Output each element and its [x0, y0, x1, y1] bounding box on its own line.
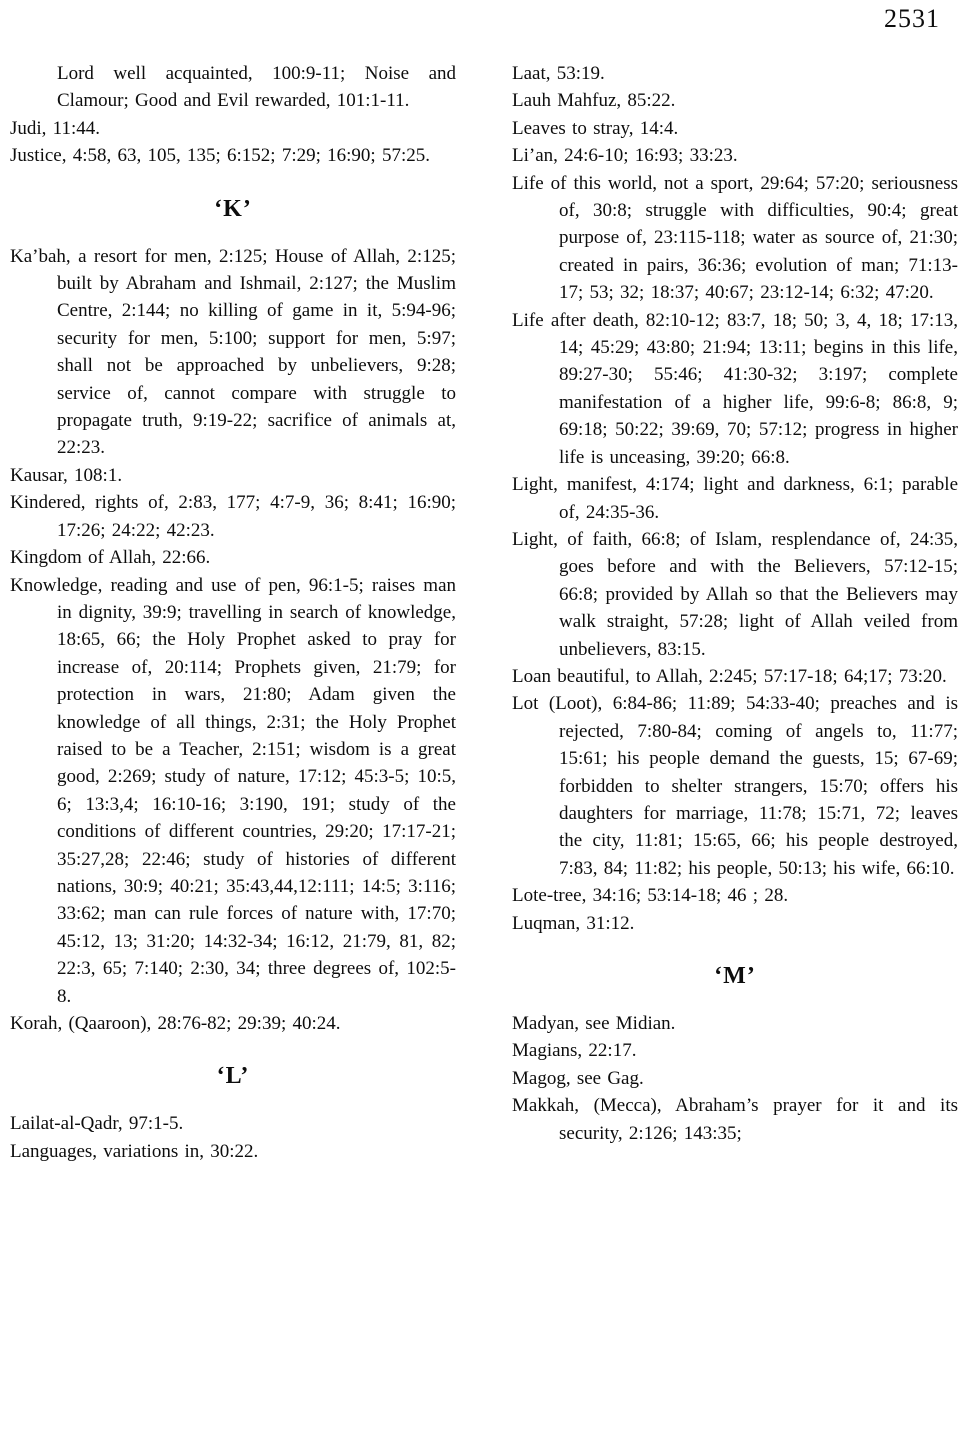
index-entry: Magog, see Gag.: [512, 1067, 644, 1089]
index-entry: Leaves to stray, 14:4.: [512, 117, 679, 139]
index-entry-continuation: Lord well acquainted, 100:9-11; Noise and Clamour; Good and Evil rewarded, 101:1-11.: [57, 63, 456, 112]
index-entry: Makkah, (Mecca), Abraham’s prayer for it and its security, 2:126; 143:35;: [512, 1095, 958, 1144]
index-entry: Justice, 4:58, 63, 105, 135; 6:152; 7:29; 16:90; 57:25.: [10, 145, 430, 167]
index-entry: Magians, 22:17.: [512, 1040, 637, 1062]
index-entry: Life of this world, not a sport, 29:64; 57:20; seriousness of, 30:8; struggle with difficulties, 90:4; great purpose of, 23:115-118; water as source of, 21:30; created in pairs, 36:36; evolution of man; 71:13-17; 53; 32; 18:37; 40:67; 23:12-14; 6:32; 47:20.: [512, 172, 958, 304]
index-entry: Judi, 11:44.: [10, 117, 100, 139]
index-entry: Ka’bah, a resort for men, 2:125; House of Allah, 2:125; built by Abraham and Ishmail, 2:127; the Muslim Centre, 2:144; no killing of game in it, 5:94-96; security for men, 5:100; support for men, 5:97; shall not be approached by unbelievers, 9:28; service of, cannot compare with struggle to propagate truth, 9:19-22; sacrifice of animals at, 22:23.: [10, 245, 456, 459]
index-entry: Life after death, 82:10-12; 83:7, 18; 50; 3, 4, 18; 17:13, 14; 45:29; 43:80; 21:94; 13:11; begins in this life, 89:27-30; 55:46; 41:30-32; 3:197; complete manifestation of a higher life, 99:6-8; 86:8, 9; 69:18; 50:22; 39:69, 70; 57:12; progress in higher life is unceasing, 39:20; 66:8.: [512, 309, 958, 468]
index-entry: Laat, 53:19.: [512, 63, 605, 84]
index-entry: Li’an, 24:6-10; 16:93; 33:23.: [512, 145, 738, 167]
index-entry: Light, manifest, 4:174; light and darkness, 6:1; parable of, 24:35-36.: [512, 474, 958, 523]
index-entry: Kindered, rights of, 2:83, 177; 4:7-9, 36; 8:41; 16:90; 17:26; 24:22; 42:23.: [10, 492, 456, 541]
two-column-layout: [10, 60, 958, 1165]
index-entry: Loan beautiful, to Allah, 2:245; 57:17-18; 64;17; 73:20.: [512, 665, 947, 687]
index-entry: Kausar, 108:1.: [10, 464, 123, 486]
index-entry: Knowledge, reading and use of pen, 96:1-5; raises man in dignity, 39:9; travelling in search of knowledge, 18:65, 66; the Holy Prophet asked to pray for increase of, 20:114; Prophets given, 21:79; for protection in wars, 21:80; Adam given the knowledge of all things, 2:31; the Holy Prophet raised to be a Teacher, 2:151; wisdom is a great good, 2:269; study of nature, 17:12; 45:3-5; 10:5, 6; 13:3,4; 16:10-16; 3:190, 191; study of the conditions of different countries, 29:20; 17:17-21; 35:27,28; 22:46; study of histories of different nations, 30:9; 40:21; 35:43,44,12:111; 14:5; 3:116; 33:62; man can rule forces of nature with, 17:70; 45:12, 13; 31:20; 14:32-34; 16:12, 21:79, 81, 82; 22:3, 65; 7:140; 2:30, 34; three degrees of, 102:5-8.: [10, 574, 456, 1007]
index-entry: Kingdom of Allah, 22:66.: [10, 547, 211, 569]
left-column: [10, 60, 456, 1165]
index-entry: Lauh Mahfuz, 85:22.: [512, 90, 676, 112]
index-entry: Luqman, 31:12.: [512, 912, 635, 934]
section-heading: ‘M’: [714, 963, 756, 989]
index-entry: Madyan, see Midian.: [512, 1013, 676, 1034]
index-entry: Lailat-al-Qadr, 97:1-5.: [10, 1113, 184, 1135]
index-entry: Languages, variations in, 30:22.: [10, 1140, 259, 1162]
index-entry: Korah, (Qaaroon), 28:76-82; 29:39; 40:24.: [10, 1013, 341, 1034]
index-entry: Lote-tree, 34:16; 53:14-18; 46 ; 28.: [512, 885, 789, 907]
section-heading: ‘L’: [216, 1063, 250, 1090]
right-column: [512, 60, 958, 1165]
index-entry: Light, of faith, 66:8; of Islam, resplendance of, 24:35, goes before and with the Believers, 57:12-15; 66:8; provided by Allah so that the Believers may walk straight, 57:28; light of Allah veiled from unbelievers, 83:15.: [512, 528, 958, 660]
section-heading: ‘K’: [214, 195, 252, 222]
page-number: 2531: [884, 4, 940, 33]
index-entry: Lot (Loot), 6:84-86; 11:89; 54:33-40; preaches and is rejected, 7:80-84; coming of angels to, 11:77; 15:61; his people demand the guests, 15; 67-69; forbidden to shelter strangers, 15:70; offers his daughters for marriage, 11:78; 15:71, 72; leaves the city, 11:81; 15:65, 66; his people destroyed, 7:83, 84; 11:82; his people, 50:13; his wife, 66:10.: [512, 693, 958, 879]
